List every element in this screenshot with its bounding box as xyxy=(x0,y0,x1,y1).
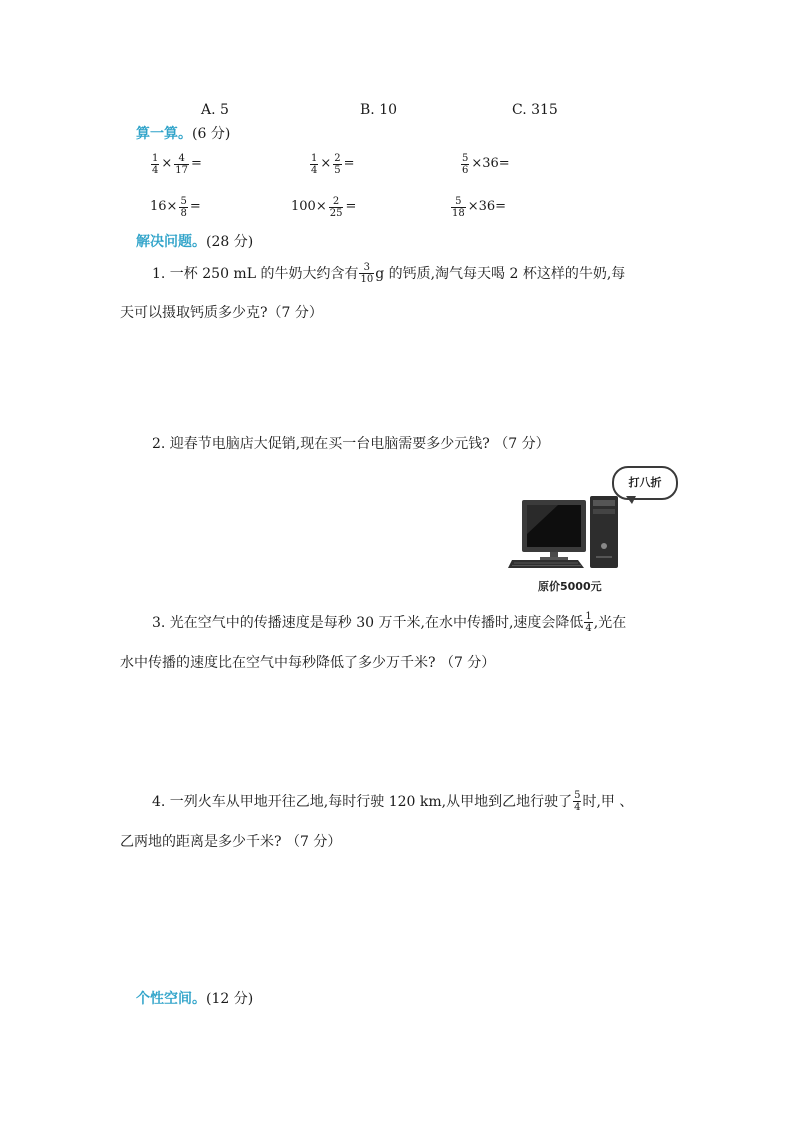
original-price-caption: 原价5000元 xyxy=(538,580,602,593)
q3-text-b: ,光在 xyxy=(593,614,627,631)
calc-expr-2 xyxy=(309,151,355,177)
calc-expr-5 xyxy=(291,194,356,220)
option-a: A. 5 xyxy=(201,102,229,118)
equals-sign: = xyxy=(189,199,201,214)
bubble-tail xyxy=(626,496,636,504)
calc-expr-6 xyxy=(450,194,506,220)
times-sign: × xyxy=(320,156,332,171)
times-sign: × xyxy=(161,156,173,171)
q1-text-a: 1. 一杯 250 mL 的牛奶大约含有 xyxy=(152,265,359,282)
question-2: 2. 迎春节电脑店大促销,现在买一台电脑需要多少元钱? （7 分） xyxy=(152,436,550,452)
question-4-line-1 xyxy=(152,790,633,813)
fraction: $\frac{5}{6}$ xyxy=(462,152,469,176)
fraction: $\frac{5}{8}$ xyxy=(180,195,187,219)
fraction: $\frac{5}{4}$ xyxy=(574,790,581,813)
section-personal-points: (12 分) xyxy=(206,991,254,1007)
q4-text-a: 4. 一列火车从甲地开往乙地,每时行驶 120 km,从甲地到乙地行驶了 xyxy=(152,793,573,810)
fraction: $\frac{2}{5}$ xyxy=(334,152,341,176)
equals-sign: = xyxy=(343,156,355,171)
fraction: $\frac{3}{10}$ xyxy=(360,262,374,285)
option-c: C. 315 xyxy=(512,102,558,118)
question-3-line-2: 水中传播的速度比在空气中每秒降低了多少万千米? （7 分） xyxy=(120,655,496,671)
q3-text-a: 3. 光在空气中的传播速度是每秒 30 万千米,在水中传播时,速度会降低 xyxy=(152,614,584,631)
computer-icon xyxy=(508,494,626,576)
section-calc-heading xyxy=(136,123,230,144)
section-calc-title: 算一算。 xyxy=(136,126,192,142)
expr-tail: ×36= xyxy=(471,156,510,171)
fraction: $\frac{4}{17}$ xyxy=(175,152,189,176)
expr-lead: 16× xyxy=(150,199,178,214)
section-solve-title: 解决问题。 xyxy=(136,234,206,250)
fraction: $\frac{1}{4}$ xyxy=(152,152,159,176)
question-1-line-1 xyxy=(152,262,625,285)
equals-sign: = xyxy=(345,199,357,214)
calc-expr-4 xyxy=(150,194,201,220)
section-calc-points: (6 分) xyxy=(192,126,231,142)
equals-sign: = xyxy=(191,156,202,171)
fraction: $\frac{1}{4}$ xyxy=(585,611,592,634)
fraction: $\frac{1}{4}$ xyxy=(311,152,318,176)
q4-text-b: 时,甲 、 xyxy=(582,793,634,810)
section-personal-title: 个性空间。 xyxy=(136,991,206,1007)
fraction: $\frac{5}{18}$ xyxy=(452,195,465,219)
section-solve-heading xyxy=(136,231,253,252)
calc-expr-1 xyxy=(150,151,202,177)
section-personal-heading xyxy=(136,988,253,1009)
discount-bubble: 打八折 xyxy=(612,466,678,500)
option-b: B. 10 xyxy=(360,102,398,118)
expr-lead: 100× xyxy=(291,199,327,214)
question-1-line-2: 天可以摄取钙质多少克?（7 分） xyxy=(120,305,323,321)
question-4-line-2: 乙两地的距离是多少千米? （7 分） xyxy=(120,834,342,850)
calc-expr-3 xyxy=(460,151,510,177)
fraction: $\frac{2}{25}$ xyxy=(329,195,343,219)
section-solve-points: (28 分) xyxy=(206,234,254,250)
q1-text-b: g 的钙质,淘气每天喝 2 杯这样的牛奶,每 xyxy=(375,265,626,282)
expr-tail: ×36= xyxy=(467,199,507,214)
question-3-line-1 xyxy=(152,611,626,634)
